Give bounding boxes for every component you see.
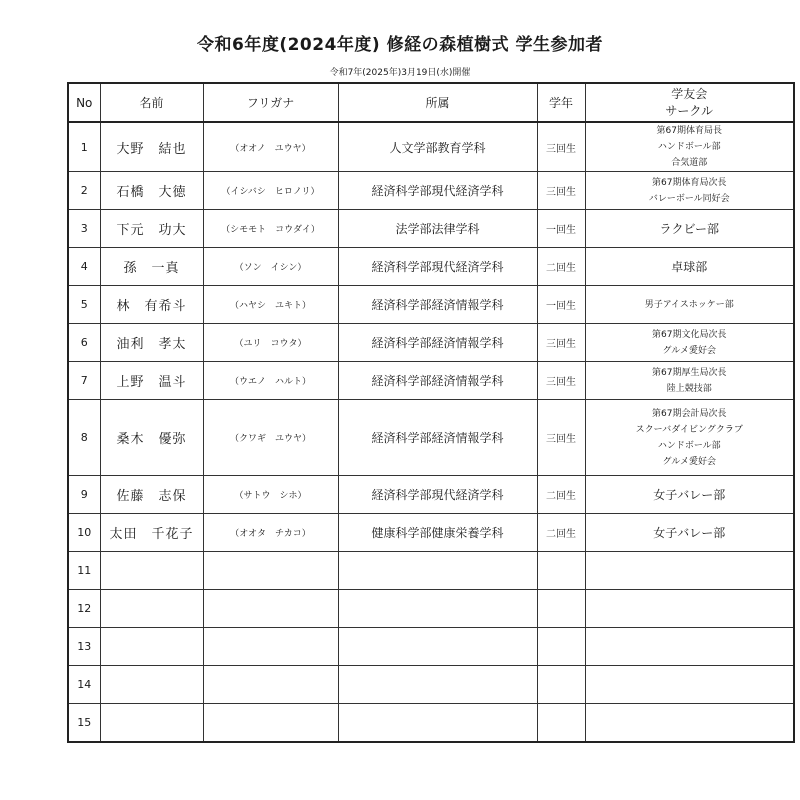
student-grade [537,628,585,666]
student-name: 下元 功大 [100,210,203,248]
student-name [100,628,203,666]
club-entry: 卓球部 [671,259,708,274]
student-name: 上野 温斗 [100,362,203,400]
club-entry: 第67期体育局次長 [652,177,727,188]
row-number: 9 [68,476,100,514]
student-name [100,704,203,742]
club-entry: 女子バレー部 [653,525,726,540]
student-department: 法学部法律学科 [338,210,537,248]
student-name: 石橋 大徳 [100,172,203,210]
student-grade: 二回生 [537,476,585,514]
club-entry: ハンドボール部 [657,142,721,152]
club-entry: 第67期体育局長 [656,126,722,136]
student-club [585,400,794,476]
row-number: 14 [68,666,100,704]
student-club [585,552,794,590]
row-number: 12 [68,590,100,628]
student-club [585,248,794,286]
column-header-name: 名前 [100,83,203,122]
event-date: 令和7年(2025年)3月19日(水)開催 [329,68,471,78]
student-club [585,324,794,362]
table-row [68,248,794,286]
student-furigana: （サトウ シホ） [203,476,338,514]
student-furigana [203,666,338,704]
participant-table [67,82,795,743]
row-number: 8 [68,400,100,476]
table-body [68,122,794,742]
student-club [585,666,794,704]
student-name [100,552,203,590]
student-furigana: （シモモト コウダイ） [203,210,338,248]
club-entry: グルメ愛好会 [662,456,716,467]
table-row [68,400,794,476]
club-entry: 合気道部 [671,158,708,168]
student-club [585,590,794,628]
row-number: 10 [68,514,100,552]
student-department: 経済科学部現代経済学科 [338,248,537,286]
row-number: 6 [68,324,100,362]
student-furigana: （ソン イシン） [203,248,338,286]
table-row [68,324,794,362]
student-department: 経済科学部経済情報学科 [338,324,537,362]
student-furigana: （ハヤシ ユキト） [203,286,338,324]
student-name: 大野 結也 [100,122,203,172]
student-name: 佐藤 志保 [100,476,203,514]
club-entry: グルメ愛好会 [662,345,716,356]
student-furigana [203,590,338,628]
student-grade: 三回生 [537,172,585,210]
column-header-department: 所属 [338,83,537,122]
student-name: 林 有希斗 [100,286,203,324]
student-grade [537,590,585,628]
row-number: 5 [68,286,100,324]
student-name: 太田 千花子 [100,514,203,552]
table-row [68,552,794,590]
student-club [585,514,794,552]
club-entry: 陸上競技部 [666,383,712,394]
student-club [585,286,794,324]
table-row [68,362,794,400]
student-department: 健康科学部健康栄養学科 [338,514,537,552]
page-title: 令和6年度(2024年度) 修経の森植樹式 学生参加者 [196,35,604,55]
table-row [68,666,794,704]
student-department: 人文学部教育学科 [338,122,537,172]
column-header-grade: 学年 [537,83,585,122]
student-furigana [203,704,338,742]
student-name: 孫 一真 [100,248,203,286]
student-department: 経済科学部経済情報学科 [338,286,537,324]
table-row [68,590,794,628]
student-furigana [203,552,338,590]
student-department [338,628,537,666]
table-row [68,122,794,172]
student-furigana: （クワギ ユウヤ） [203,400,338,476]
club-entry: 第67期文化局次長 [652,329,727,340]
club-entry: 第67期厚生局次長 [652,367,727,378]
student-department [338,666,537,704]
club-entry: バレーボール同好会 [648,193,730,204]
student-grade: 二回生 [537,514,585,552]
table-row [68,514,794,552]
column-header-club [585,83,794,122]
student-department: 経済科学部現代経済学科 [338,476,537,514]
student-club [585,628,794,666]
column-header-club-line1: 学友会 [671,86,708,101]
student-furigana: （ユリ コウタ） [203,324,338,362]
student-grade: 二回生 [537,248,585,286]
row-number: 3 [68,210,100,248]
row-number: 7 [68,362,100,400]
student-department [338,590,537,628]
club-entry: 女子バレー部 [653,487,726,502]
student-club [585,122,794,172]
student-furigana: （オオノ ユウヤ） [203,122,338,172]
student-furigana: （ウエノ ハルト） [203,362,338,400]
table-row [68,172,794,210]
student-club [585,210,794,248]
column-header-club-line2: サークル [665,103,714,118]
student-name [100,666,203,704]
table-row [68,210,794,248]
row-number: 13 [68,628,100,666]
student-grade: 三回生 [537,122,585,172]
student-furigana [203,628,338,666]
student-grade: 三回生 [537,400,585,476]
table-row [68,704,794,742]
student-name: 桑木 優弥 [100,400,203,476]
club-entry: スクーバダイビングクラブ [635,424,743,435]
student-grade [537,704,585,742]
student-grade [537,666,585,704]
table-row [68,628,794,666]
student-department [338,704,537,742]
club-entry: 第67期会計局次長 [652,408,727,419]
student-grade [537,552,585,590]
student-furigana: （イシバシ ヒロノリ） [203,172,338,210]
club-entry: ハンドボール部 [657,440,721,451]
column-header-furigana: フリガナ [203,83,338,122]
student-club [585,476,794,514]
table-row [68,476,794,514]
student-grade: 一回生 [537,210,585,248]
student-club [585,172,794,210]
student-department [338,552,537,590]
row-number: 15 [68,704,100,742]
student-grade: 三回生 [537,362,585,400]
student-name [100,590,203,628]
student-furigana: （オオタ チカコ） [203,514,338,552]
table-header-row [68,83,794,122]
club-entry: 男子アイスホッケー部 [644,299,734,310]
student-grade: 三回生 [537,324,585,362]
row-number: 2 [68,172,100,210]
row-number: 11 [68,552,100,590]
club-entry: ラクビー部 [659,221,720,236]
student-name: 油利 孝太 [100,324,203,362]
student-club [585,704,794,742]
row-number: 1 [68,122,100,172]
student-department: 経済科学部現代経済学科 [338,172,537,210]
row-number: 4 [68,248,100,286]
column-header-no: No [68,83,100,122]
student-department: 経済科学部経済情報学科 [338,400,537,476]
student-club [585,362,794,400]
table-row [68,286,794,324]
student-department: 経済科学部経済情報学科 [338,362,537,400]
student-grade: 一回生 [537,286,585,324]
